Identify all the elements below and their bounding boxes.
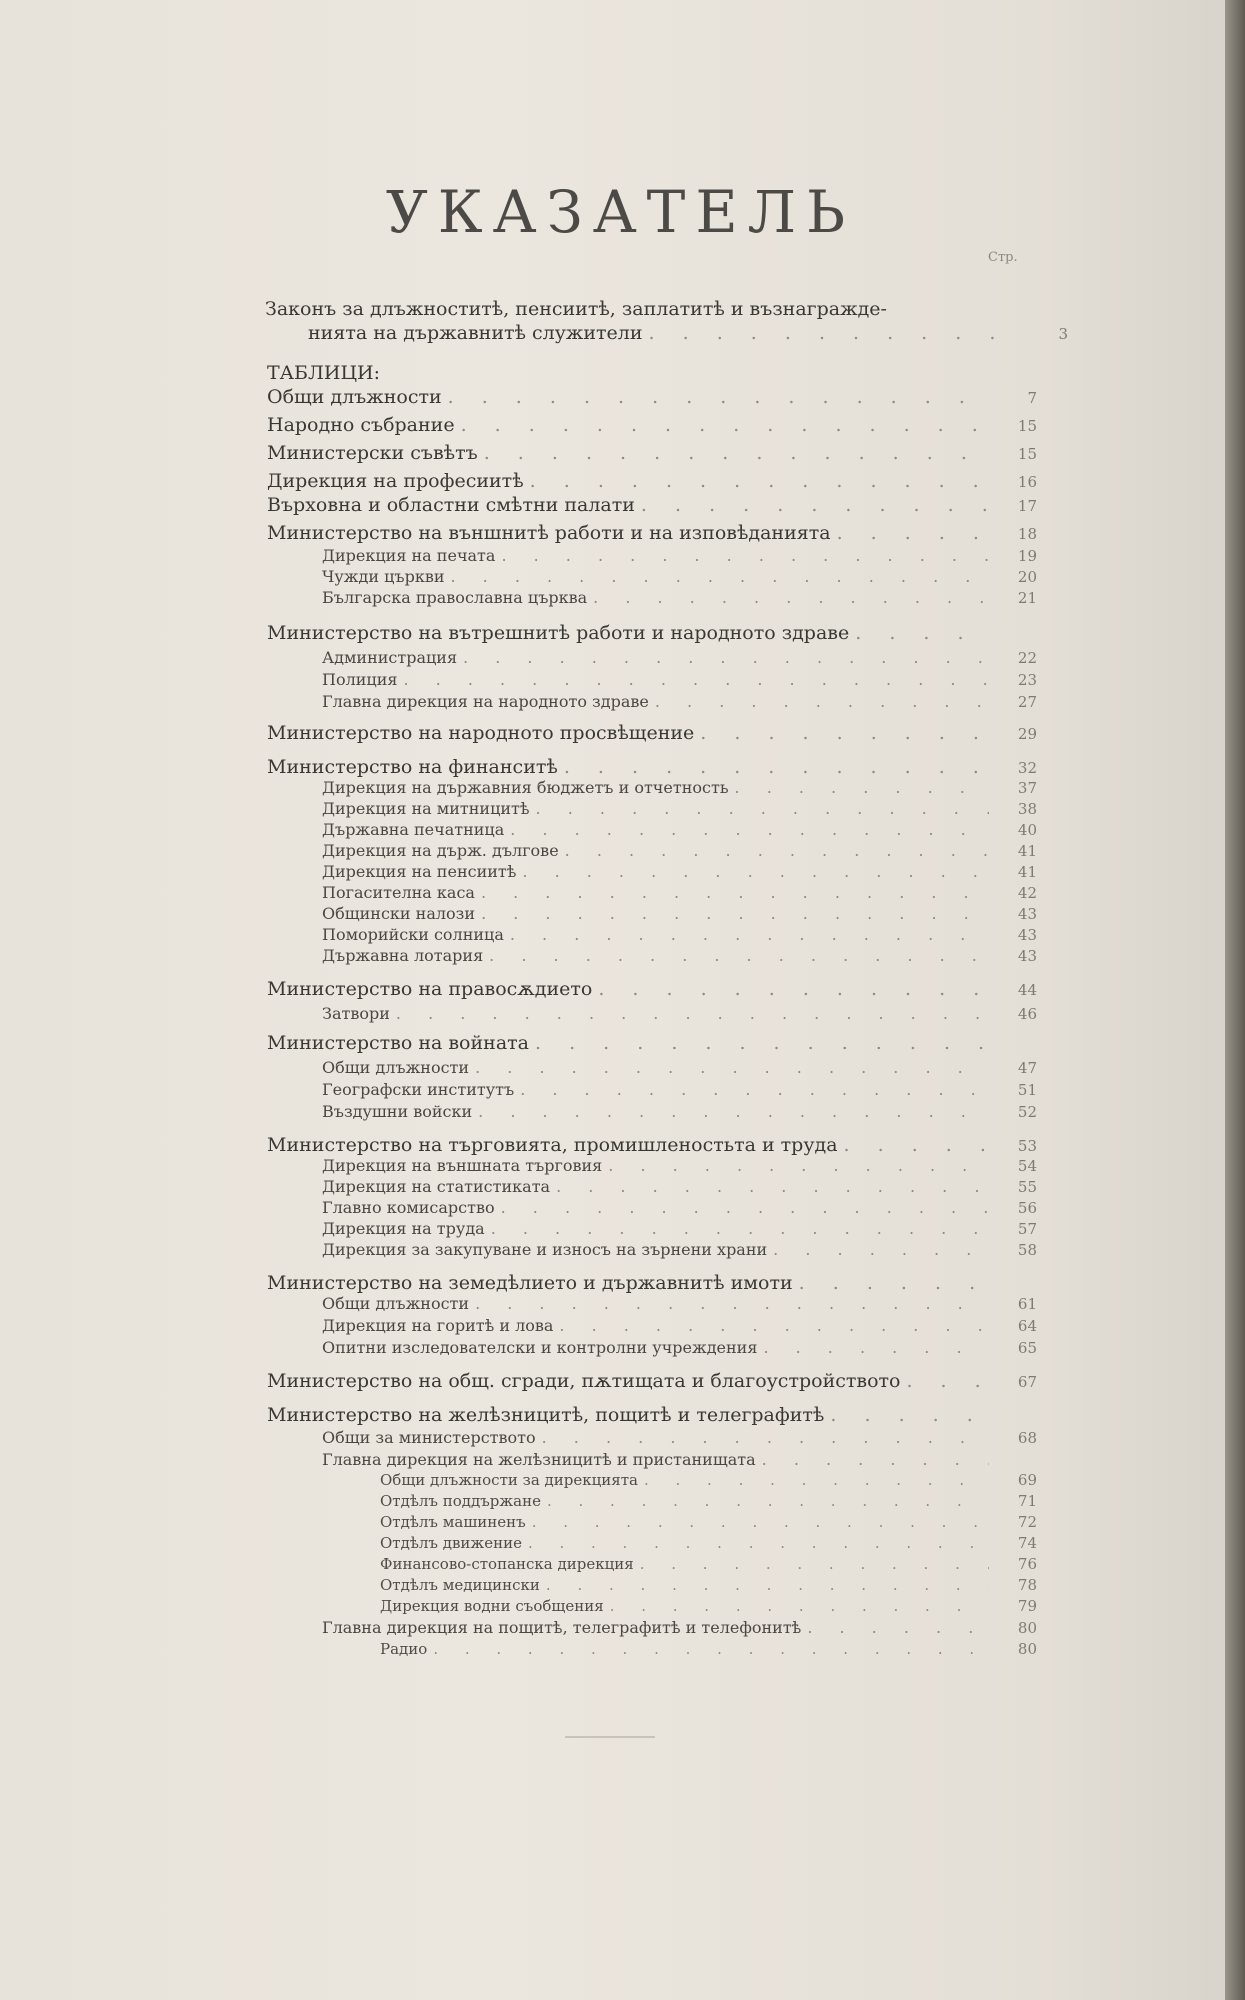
toc-entry: Министерство на търговията, промишленостьта и труда . . . 53 <box>267 1134 1037 1156</box>
page-title: УКАЗАТЕЛЬ <box>385 178 856 246</box>
toc-subentry: Дирекция на горитѣ и лова . . . 64 <box>322 1316 1037 1338</box>
toc-subentry: Дирекция за закупуване и износъ на зърнени храни . . . 58 <box>322 1240 1037 1262</box>
toc-entry: Министерство на вътрешнитѣ работи и народното здраве . . . <box>267 622 1037 644</box>
toc-subentry: Погасителна каса . . . 42 <box>322 883 1037 905</box>
toc-entry: Министерство на войната . . . <box>267 1032 1037 1054</box>
toc-subentry: Държавна печатница . . . 40 <box>322 820 1037 842</box>
toc-subentry: Общи длъжности . . . 47 <box>322 1058 1037 1080</box>
toc-subentry: Въздушни войски . . . 52 <box>322 1102 1037 1124</box>
toc-subentry: Главна дирекция на пощитѣ, телеграфитѣ и телефонитѣ . . . 80 <box>322 1618 1037 1640</box>
toc-subentry: Дирекция на печата . . . 19 <box>322 546 1037 568</box>
toc-subentry: Дирекция на държ. дългове . . . 41 <box>322 841 1037 863</box>
toc-subentry: Главна дирекция на желѣзницитѣ и пристанищата . . . <box>322 1450 1037 1472</box>
toc-entry: Дирекция на професиитѣ . . . 16 <box>267 470 1037 492</box>
toc-subentry: Затвори . . . 46 <box>322 1004 1037 1026</box>
toc-subsubentry: Радио . . . 80 <box>380 1640 1037 1662</box>
toc-subsubentry: Дирекция водни съобщения . . . 79 <box>380 1597 1037 1619</box>
toc-subentry: Общи за министерството . . . 68 <box>322 1428 1037 1450</box>
toc-entry: Върховна и областни смѣтни палати . . . 17 <box>267 494 1037 516</box>
toc-subentry: Дирекция на труда . . . 57 <box>322 1219 1037 1241</box>
toc-subentry: Дирекция на статистиката . . . 55 <box>322 1177 1037 1199</box>
toc-subentry: Общи длъжности . . . 61 <box>322 1294 1037 1316</box>
toc-subentry: Главно комисарство . . . 56 <box>322 1198 1037 1220</box>
toc-entry: Министерство на народното просвѣщение . . . 29 <box>267 722 1037 744</box>
leader-dots <box>649 322 1020 344</box>
toc-entry: Министерство на общ. сгради, пѫтищата и благоустройството . . . 67 <box>267 1370 1037 1392</box>
closing-rule <box>565 1736 655 1738</box>
law-page-number: 3 <box>1058 325 1068 343</box>
book-edge <box>1225 0 1245 2000</box>
law-entry-line1 <box>265 298 1025 320</box>
toc-entry: Министерство на земедѣлието и държавнитѣ имоти . . . <box>267 1272 1037 1294</box>
toc-subentry: Чужди църкви . . . 20 <box>322 567 1037 589</box>
toc-subsubentry: Финансово-стопанска дирекция . . . 76 <box>380 1555 1037 1577</box>
toc-subentry: Дирекция на държавния бюджетъ и отчетность . . . 37 <box>322 778 1037 800</box>
toc-subentry: Администрация . . . 22 <box>322 648 1037 670</box>
toc-entry: Министерство на желѣзницитѣ, пощитѣ и телеграфитѣ . . . <box>267 1404 1037 1426</box>
toc-subsubentry: Отдѣлъ медицински . . . 78 <box>380 1576 1037 1598</box>
toc-entry: Министерство на финанситѣ . . . 32 <box>267 756 1037 778</box>
law-text-line1: Законъ за длъжноститѣ, пенсиитѣ, заплатитѣ и възнагражде- <box>265 298 887 320</box>
toc-subentry: Общински налози . . . 43 <box>322 904 1037 926</box>
toc-subentry: Географски институтъ . . . 51 <box>322 1080 1037 1102</box>
toc-subentry: Дирекция на външната търговия . . . 54 <box>322 1156 1037 1178</box>
toc-subentry: Дирекция на митницитѣ . . . 38 <box>322 799 1037 821</box>
toc-entry: Народно събрание . . . 15 <box>267 414 1037 436</box>
toc-entry: Министерски съвѣтъ . . . 15 <box>267 442 1037 464</box>
toc-subsubentry: Отдѣлъ поддържане . . . 71 <box>380 1492 1037 1514</box>
toc-subentry: Българска православна църква . . . 21 <box>322 588 1037 610</box>
law-text-line2: нията на държавнитѣ служители <box>308 322 643 344</box>
toc-subentry: Опитни изследователски и контролни учреждения . . . 65 <box>322 1338 1037 1360</box>
toc-entry: Общи длъжности . . . 7 <box>267 386 1037 408</box>
table-of-contents <box>265 0 1068 2000</box>
toc-subentry: Полиция . . . 23 <box>322 670 1037 692</box>
page-column-label: Стр. <box>988 250 1018 265</box>
toc-entry: Министерство на външнитѣ работи и на изповѣданията . . . 18 <box>267 522 1037 544</box>
toc-subentry: Държавна лотария . . . 43 <box>322 946 1037 968</box>
toc-entry: Министерство на правосѫдието . . . 44 <box>267 978 1037 1000</box>
toc-subentry: Поморийски солница . . . 43 <box>322 925 1037 947</box>
toc-subentry: Дирекция на пенсиитѣ . . . 41 <box>322 862 1037 884</box>
law-entry-line2 <box>308 322 1068 344</box>
toc-subsubentry: Общи длъжности за дирекцията . . . 69 <box>380 1471 1037 1493</box>
tables-heading: ТАБЛИЦИ: <box>267 362 380 384</box>
toc-subentry: Главна дирекция на народното здраве . . . 27 <box>322 692 1037 714</box>
toc-subsubentry: Отдѣлъ машиненъ . . . 72 <box>380 1513 1037 1535</box>
toc-subsubentry: Отдѣлъ движение . . . 74 <box>380 1534 1037 1556</box>
